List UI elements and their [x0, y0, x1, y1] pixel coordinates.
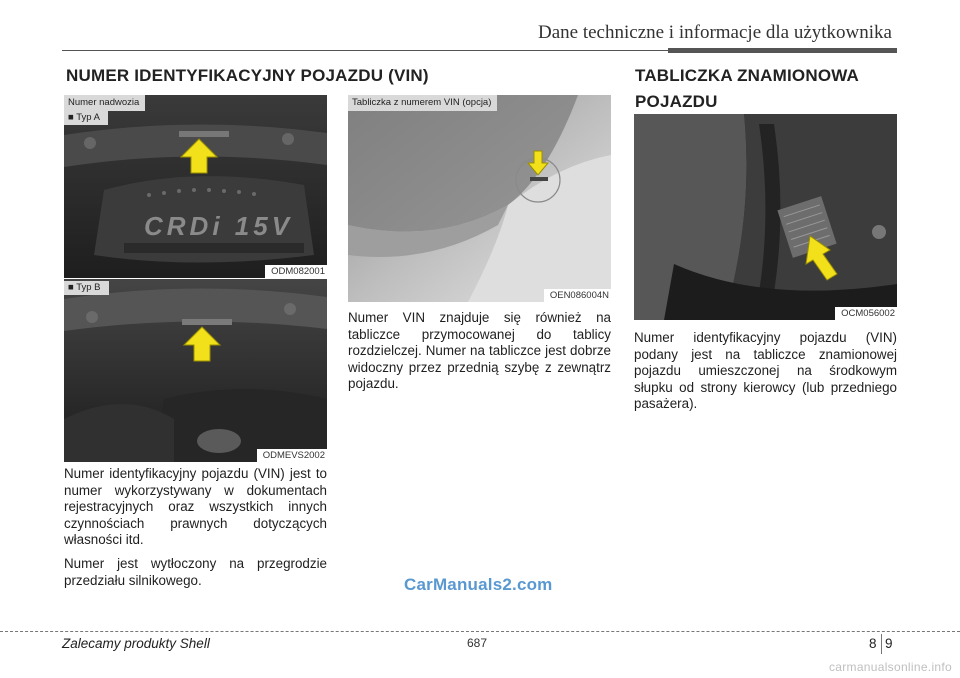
engine-bay-image-b: [64, 279, 327, 462]
section-title-vin: NUMER IDENTYFIKACYJNY POJAZDU (VIN): [66, 66, 429, 85]
section-title-plate-line2: POJAZDU: [635, 92, 718, 111]
footer-center-number: 687: [467, 636, 488, 650]
photo-code-right: OCM056002: [835, 307, 897, 320]
photo-dashboard-vin: [348, 95, 611, 302]
paragraph-plate-description: Numer identyfikacyjny pojazdu (VIN) podany jest na tabliczce znamionowej pojazdu umieszczonej na środkowym słupku od strony kierowcy (lub przedniego pasażera).: [634, 330, 897, 412]
typ-b-label: ■ Typ B: [64, 281, 109, 295]
photo-caption-numer-nadwozia: Numer nadwozia: [64, 95, 145, 111]
b-pillar-image: [634, 114, 897, 320]
windshield-image: [348, 95, 611, 302]
footer-rule: [0, 631, 960, 632]
footer-section-number: 8: [869, 636, 877, 651]
header-accent-bar: [668, 48, 897, 53]
photo-code-b: ODMEVS2002: [257, 449, 327, 462]
photo-b-pillar: [634, 114, 897, 320]
photo-code-a: ODM082001: [265, 265, 327, 278]
photo-typ-a: [64, 95, 327, 278]
section-title-plate-line1: TABLICZKA ZNAMIONOWA: [635, 66, 860, 85]
site-watermark: carmanualsonline.info: [828, 660, 952, 674]
svg-text:CRDi 15V: CRDi 15V: [144, 211, 294, 241]
paragraph-vin-description: Numer identyfikacyjny pojazdu (VIN) jest to numer wykorzystywany w dokumentach rejestracyjnych oraz wszystkich innych czynnościach prawnych dotyczących własności itd.: [64, 466, 327, 548]
photo-code-middle: OEN086004N: [544, 289, 611, 302]
footer-separator: [881, 634, 882, 654]
footer-left-text: Zalecamy produkty Shell: [62, 636, 210, 651]
footer-page-number: 9: [885, 636, 893, 651]
photo-caption-vin-plate: Tabliczka z numerem VIN (opcja): [348, 95, 497, 111]
header-title: Dane techniczne i informacje dla użytkownika: [538, 22, 892, 43]
paragraph-vin-dashboard: Numer VIN znajduje się również na tabliczce przymocowanej do tablicy rozdzielczej. Numer na tabliczce jest dobrze widoczny przez przednią szybę z zewnątrz pojazdu.: [348, 310, 611, 392]
paragraph-vin-location: Numer jest wytłoczony na przegrodzie przedziału silnikowego.: [64, 556, 327, 588]
photo-typ-b: [64, 279, 327, 462]
watermark-text: CarManuals2.com: [404, 575, 553, 594]
typ-a-label: ■ Typ A: [64, 111, 108, 125]
